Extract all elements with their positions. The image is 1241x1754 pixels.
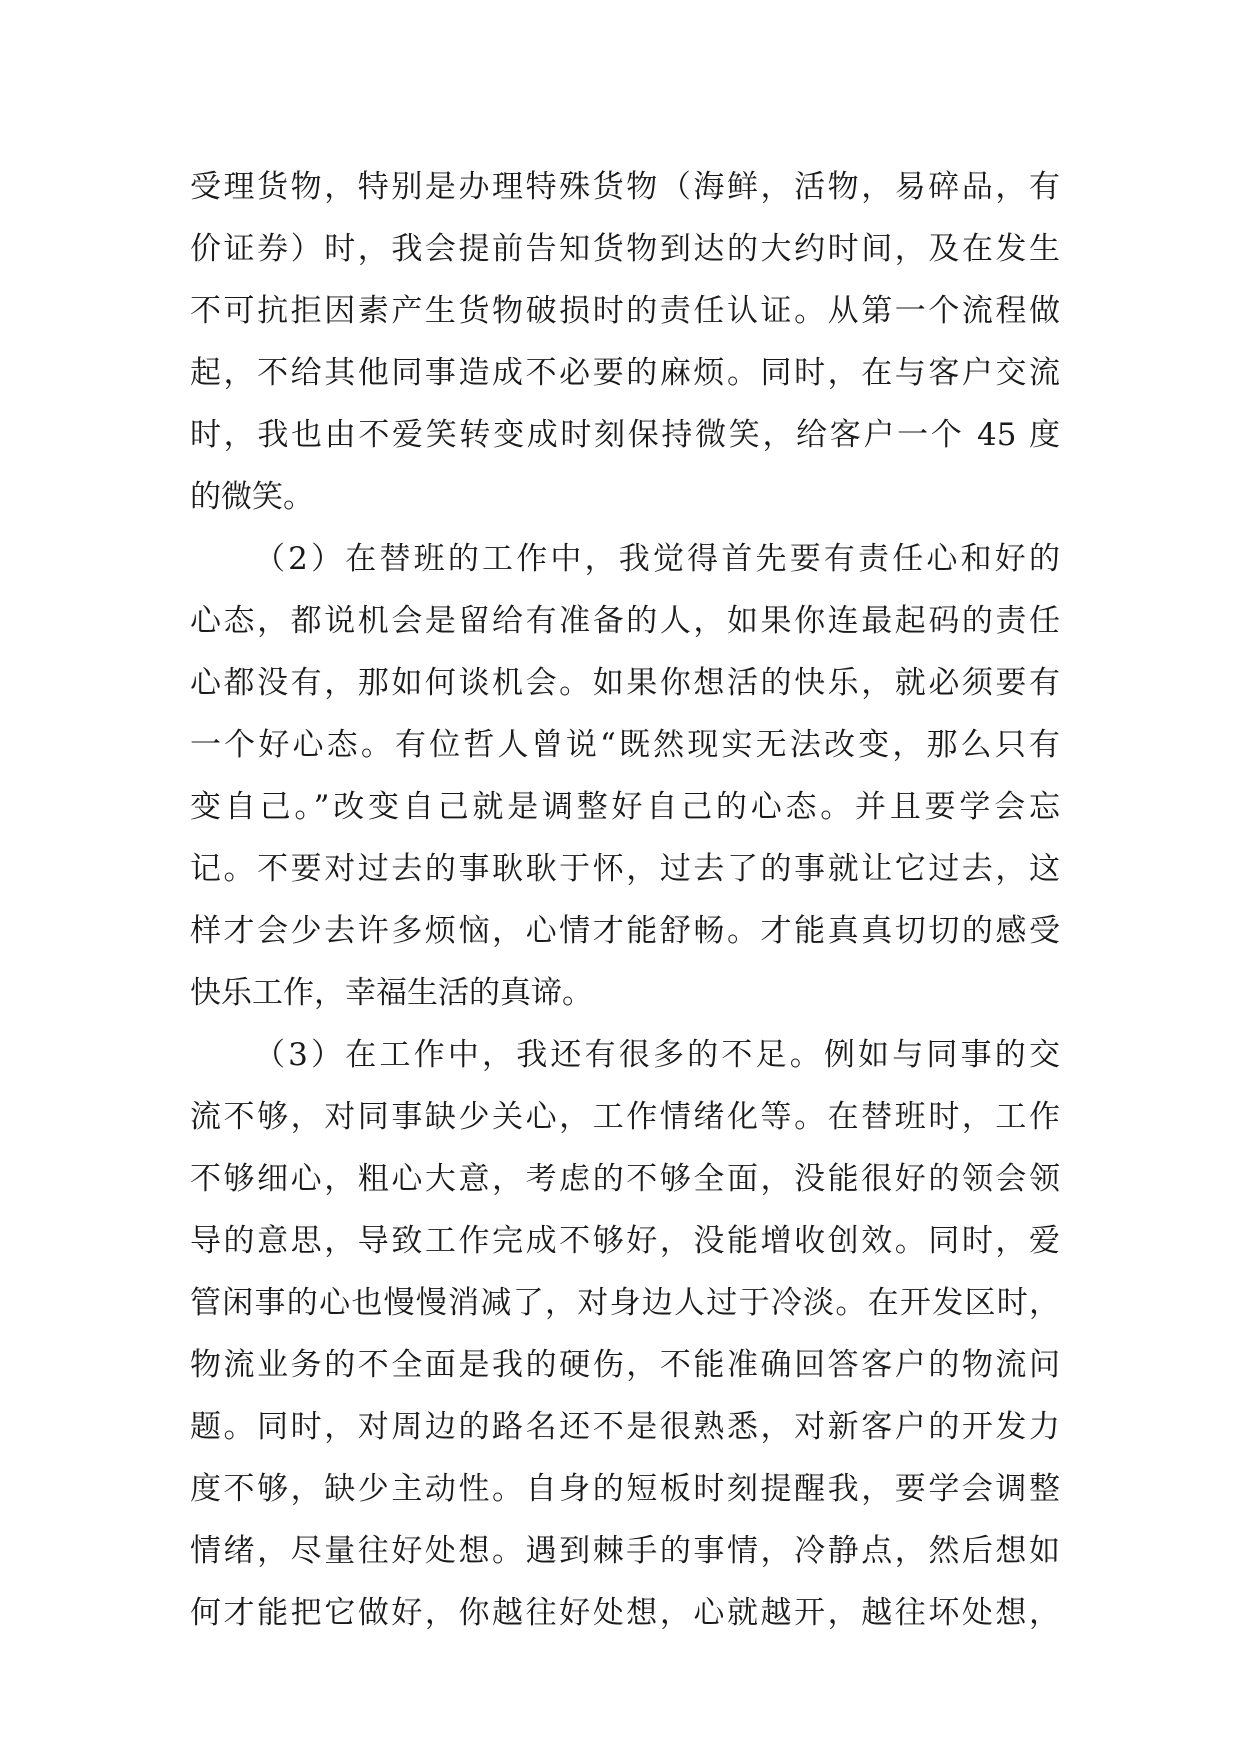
paragraph-1 bbox=[190, 156, 1060, 528]
text-line: 物流业务的不全面是我的硬伤，不能准确回答客户的物流问 bbox=[190, 1347, 1060, 1383]
text-line: 心态，都说机会是留给有准备的人，如果你连最起码的责任 bbox=[190, 603, 1060, 639]
text-line: 不够细心，粗心大意，考虑的不够全面，没能很好的领会领 bbox=[190, 1161, 1060, 1197]
text-line: 不可抗拒因素产生货物破损时的责任认证。从第一个流程做 bbox=[190, 293, 1060, 329]
text-line: 记。不要对过去的事耿耿于怀，过去了的事就让它过去，这 bbox=[190, 851, 1060, 887]
text-line: 快乐工作，幸福生活的真谛。 bbox=[190, 975, 593, 1011]
text-line: 情绪，尽量往好处想。遇到棘手的事情，冷静点，然后想如 bbox=[190, 1533, 1060, 1569]
text-line: 价证券）时，我会提前告知货物到达的大约时间，及在发生 bbox=[190, 231, 1060, 267]
text-line: 管闲事的心也慢慢消减了，对身边人过于冷淡。在开发区时， bbox=[190, 1285, 1060, 1321]
text-line: （3）在工作中，我还有很多的不足。例如与同事的交 bbox=[254, 1037, 1060, 1073]
text-line: 的微笑。 bbox=[190, 479, 314, 515]
text-line: 何才能把它做好，你越往好处想，心就越开，越往坏处想， bbox=[190, 1595, 1060, 1631]
text-line: 变自己。”改变自己就是调整好自己的心态。并且要学会忘 bbox=[190, 789, 1060, 825]
text-line: 导的意思，导致工作完成不够好，没能增收创效。同时，爱 bbox=[190, 1223, 1060, 1259]
text-line: 心都没有，那如何谈机会。如果你想活的快乐，就必须要有 bbox=[190, 665, 1060, 701]
text-line: 度不够，缺少主动性。自身的短板时刻提醒我，要学会调整 bbox=[190, 1471, 1060, 1507]
paragraph-2 bbox=[190, 528, 1060, 1024]
text-line: 受理货物，特别是办理特殊货物（海鲜，活物，易碎品，有 bbox=[190, 169, 1060, 205]
text-line: 时，我也由不爱笑转变成时刻保持微笑，给客户一个 45 度 bbox=[190, 417, 1060, 453]
text-line: 流不够，对同事缺少关心，工作情绪化等。在替班时，工作 bbox=[190, 1099, 1060, 1135]
text-line: （2）在替班的工作中，我觉得首先要有责任心和好的 bbox=[254, 541, 1060, 577]
text-line: 题。同时，对周边的路名还不是很熟悉，对新客户的开发力 bbox=[190, 1409, 1060, 1445]
text-line: 起，不给其他同事造成不必要的麻烦。同时，在与客户交流 bbox=[190, 355, 1060, 391]
text-line: 样才会少去许多烦恼，心情才能舒畅。才能真真切切的感受 bbox=[190, 913, 1060, 949]
text-line: 一个好心态。有位哲人曾说“既然现实无法改变，那么只有 bbox=[190, 727, 1060, 763]
paragraph-3 bbox=[190, 1024, 1060, 1644]
body-text bbox=[190, 156, 1060, 1644]
